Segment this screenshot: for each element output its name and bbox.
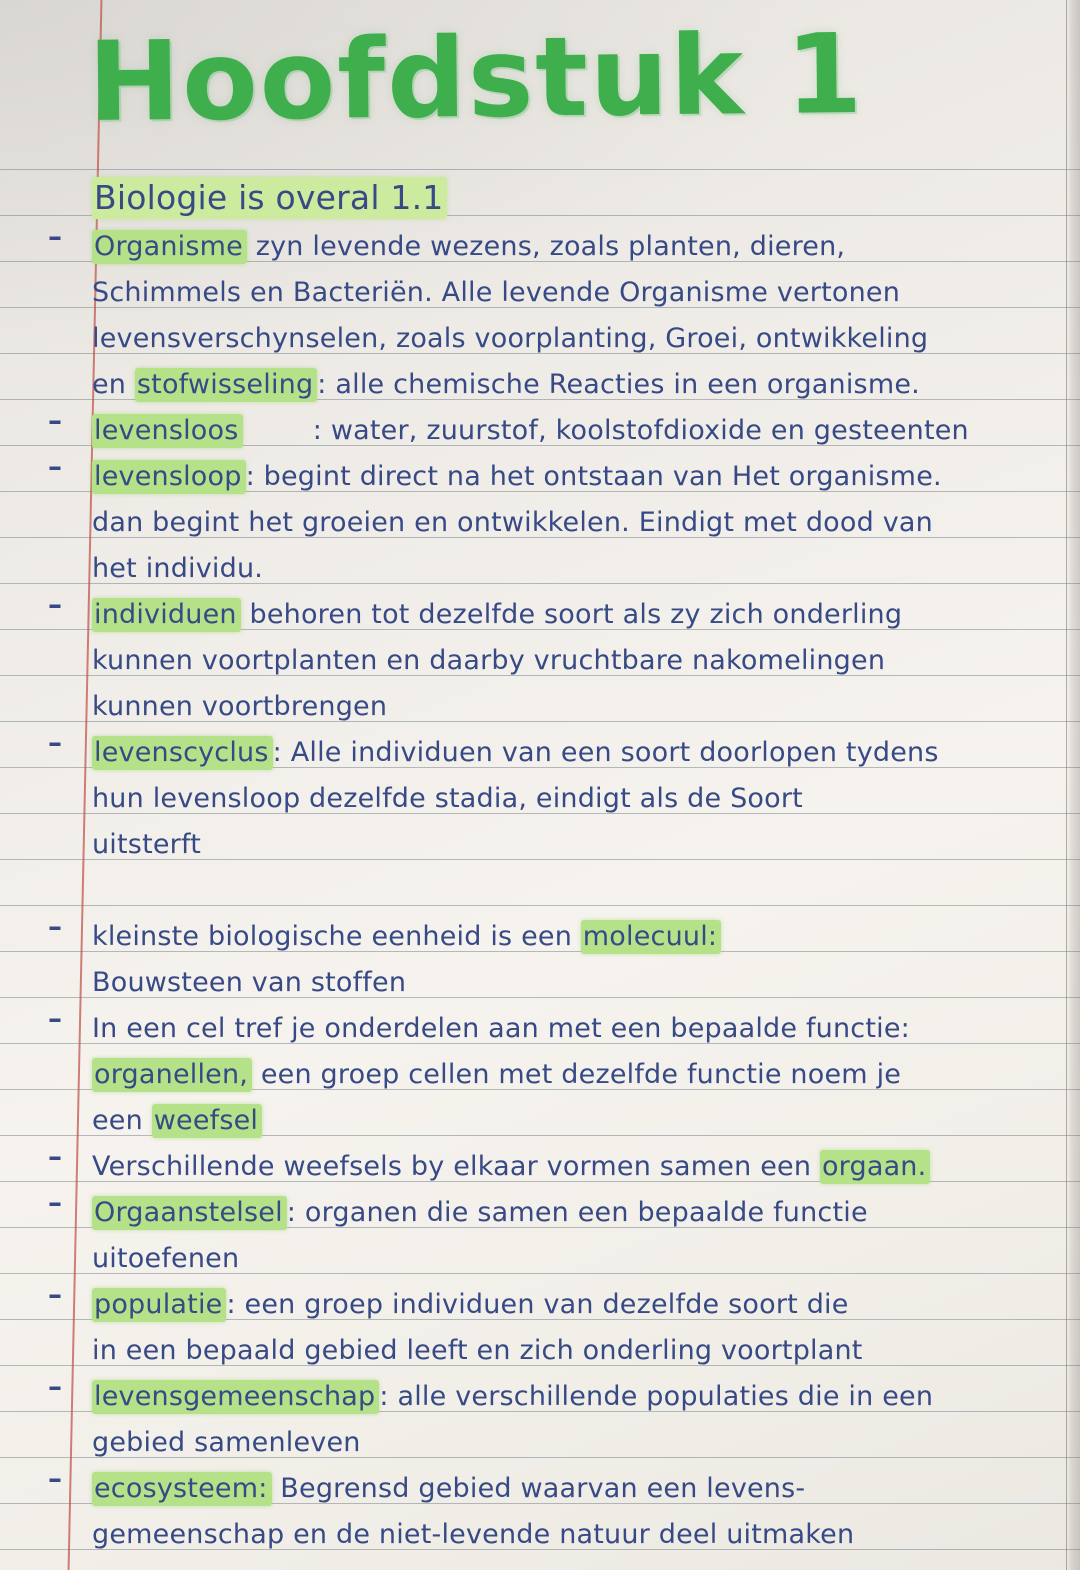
text-segment: Schimmels en Bacteriën. Alle levende Organisme vertonen — [92, 277, 901, 308]
text-segment: levensverschynselen, zoals voorplanting, Groei, ontwikkeling — [92, 323, 929, 354]
text-line — [0, 354, 1080, 400]
text-line — [0, 216, 1080, 262]
text-line — [0, 308, 1080, 354]
text-line — [0, 1320, 1080, 1366]
line-text — [92, 1199, 868, 1226]
text-segment: en — [92, 369, 135, 400]
line-text — [92, 1107, 262, 1134]
line-text — [92, 417, 969, 444]
bullet-dash: – — [48, 404, 62, 437]
line-text — [92, 178, 447, 217]
line-text — [92, 1337, 863, 1364]
line-text — [92, 785, 803, 812]
highlighted-term: stofwisseling — [135, 368, 317, 402]
blank-line — [0, 860, 1080, 906]
highlighted-term: populatie — [92, 1288, 226, 1322]
text-segment: zyn levende wezens, zoals planten, dieren, — [246, 231, 846, 262]
text-line — [0, 998, 1080, 1044]
note-lines — [0, 169, 1080, 1550]
paper-edge — [1066, 0, 1080, 1570]
highlighted-term: levensgemeenschap — [92, 1380, 379, 1414]
text-segment: : alle verschillende populaties die in een — [379, 1381, 934, 1412]
highlighted-term: levensloop — [92, 460, 246, 494]
text-segment: in een bepaald gebied leeft en zich onderling voortplant — [92, 1335, 863, 1366]
bullet-dash: – — [48, 588, 62, 621]
highlighted-term: Orgaanstelsel — [92, 1196, 287, 1230]
text-segment: gebied samenleven — [92, 1427, 361, 1458]
text-line — [0, 446, 1080, 492]
bullet-dash: – — [48, 1002, 62, 1035]
text-segment: dan begint het groeien en ontwikkelen. Eindigt met dood van — [92, 507, 933, 538]
text-line — [0, 1504, 1080, 1550]
text-line — [0, 584, 1080, 630]
bullet-dash: – — [48, 1278, 62, 1311]
highlighted-term: levensloos — [92, 414, 243, 448]
text-segment: een — [92, 1105, 152, 1136]
line-text — [92, 1153, 930, 1180]
text-line — [0, 1412, 1080, 1458]
highlighted-term: individuen — [92, 598, 241, 632]
bullet-dash: – — [48, 220, 62, 253]
text-line — [0, 814, 1080, 860]
line-text — [92, 1015, 910, 1042]
text-line — [0, 906, 1080, 952]
bullet-dash: – — [48, 450, 62, 483]
text-line — [0, 1458, 1080, 1504]
text-segment: uitsterft — [92, 829, 201, 860]
text-line — [0, 492, 1080, 538]
text-line — [0, 1366, 1080, 1412]
chapter-title: Hoofdstuk 1 — [87, 9, 865, 147]
text-line — [0, 768, 1080, 814]
text-segment: Bouwsteen van stoffen — [92, 967, 407, 998]
highlighted-term: weefsel — [152, 1104, 262, 1138]
bullet-dash: – — [48, 1186, 62, 1219]
text-line — [0, 1044, 1080, 1090]
line-text — [92, 463, 942, 490]
text-line — [0, 170, 1080, 216]
line-text — [92, 233, 845, 260]
line-text — [92, 1245, 239, 1272]
text-line — [0, 1228, 1080, 1274]
line-text — [92, 831, 201, 858]
line-text — [92, 509, 933, 536]
text-line — [0, 1090, 1080, 1136]
text-segment: : alle chemische Reacties in een organisme. — [317, 369, 920, 400]
text-segment: hun levensloop dezelfde stadia, eindigt als de Soort — [92, 783, 803, 814]
line-text — [92, 739, 939, 766]
highlighted-term: Biologie is overal 1.1 — [92, 177, 447, 219]
text-segment: : Alle individuen van een soort doorlopen tydens — [272, 737, 939, 768]
text-segment: : een groep individuen van dezelfde soort die — [226, 1289, 849, 1320]
text-segment: kunnen voortplanten en daarby vruchtbare nakomelingen — [92, 645, 886, 676]
line-text — [92, 1061, 901, 1088]
line-text — [92, 693, 387, 720]
line-text — [92, 601, 902, 628]
text-segment: het individu. — [92, 553, 264, 584]
line-text — [92, 1475, 805, 1502]
text-line — [0, 952, 1080, 998]
line-text — [92, 1429, 361, 1456]
text-segment: Verschillende weefsels by elkaar vormen samen een — [92, 1151, 820, 1182]
highlighted-term: organellen, — [92, 1058, 252, 1092]
line-text — [92, 1521, 854, 1548]
text-line — [0, 538, 1080, 584]
bullet-dash: – — [48, 1462, 62, 1495]
highlighted-term: Organisme — [92, 230, 247, 264]
text-segment: kunnen voortbrengen — [92, 691, 388, 722]
line-text — [92, 279, 900, 306]
text-line — [0, 1136, 1080, 1182]
text-line — [0, 630, 1080, 676]
highlighted-term: levenscyclus — [92, 736, 273, 770]
text-line — [0, 676, 1080, 722]
bullet-dash: – — [48, 1140, 62, 1173]
text-segment: In een cel tref je onderdelen aan met een bepaalde functie: — [92, 1013, 910, 1044]
text-line — [0, 722, 1080, 768]
line-text — [92, 923, 721, 950]
text-segment: een groep cellen met dezelfde functie noem je — [252, 1059, 902, 1090]
text-segment: : organen die samen een bepaalde functie — [286, 1197, 868, 1228]
line-text — [92, 371, 920, 398]
line-text — [92, 555, 263, 582]
text-segment: behoren tot dezelfde soort als zy zich onderling — [240, 599, 903, 630]
text-segment: : water, zuurstof, koolstofdioxide en gesteenten — [242, 415, 969, 446]
line-text — [92, 647, 885, 674]
text-segment: Begrensd gebied waarvan een levens- — [271, 1473, 806, 1504]
bullet-dash: – — [48, 910, 62, 943]
line-text — [92, 325, 928, 352]
text-line — [0, 262, 1080, 308]
line-text — [92, 1291, 849, 1318]
highlighted-term: ecosysteem: — [92, 1472, 272, 1506]
bullet-dash: – — [48, 1370, 62, 1403]
text-segment: : begint direct na het ontstaan van Het organisme. — [245, 461, 942, 492]
text-segment: gemeenschap en de niet-levende natuur deel uitmaken — [92, 1519, 855, 1550]
text-line — [0, 1274, 1080, 1320]
text-segment: uitoefenen — [92, 1243, 240, 1274]
text-line — [0, 1182, 1080, 1228]
line-text — [92, 1383, 933, 1410]
bullet-dash: – — [48, 726, 62, 759]
highlighted-term: molecuul: — [581, 920, 721, 954]
line-text — [92, 969, 406, 996]
highlighted-term: orgaan. — [820, 1150, 930, 1184]
text-segment: kleinste biologische eenheid is een — [92, 921, 581, 952]
text-line — [0, 400, 1080, 446]
